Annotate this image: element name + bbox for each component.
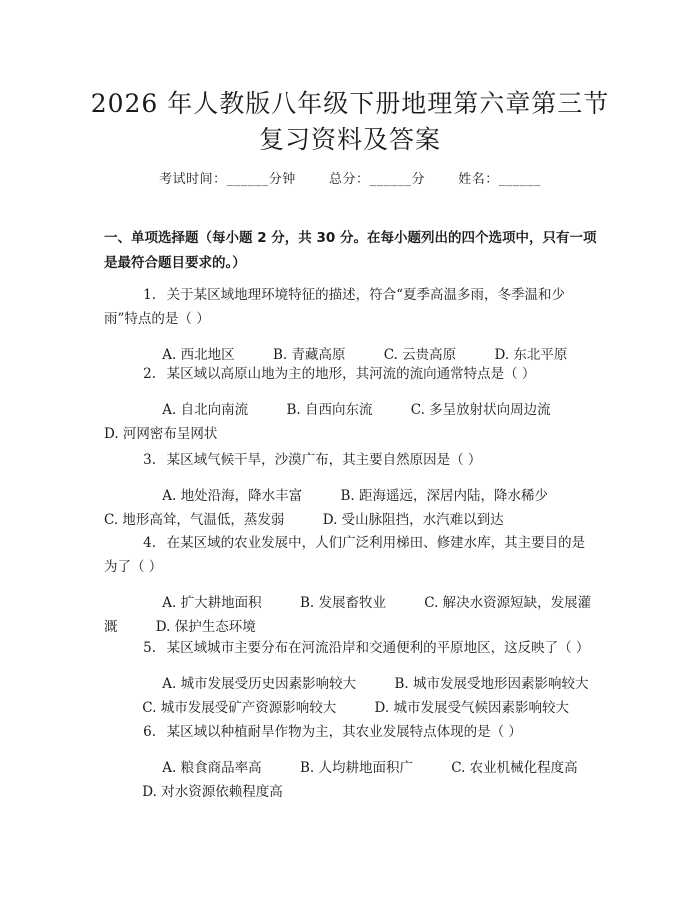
score-label: 总分： (328, 172, 370, 187)
question-5 (104, 636, 598, 720)
option-list (104, 756, 598, 804)
name-label: 姓名： (458, 172, 499, 187)
option-b: B. 自西向东流 (286, 402, 373, 418)
option-list (104, 591, 598, 639)
question-6 (104, 720, 598, 804)
question-stem: 某区域以种植耐旱作物为主，其农业发展特点体现的是（ ） (166, 724, 522, 740)
question-stem: 某区域以高原山地为主的地形，其河流的流向通常特点是（ ） (166, 366, 536, 382)
option-d: D. 东北平原 (494, 347, 568, 363)
option-a: A. 自北向南流 (162, 402, 249, 418)
section-heading: 一、单项选择题（每小题 2 分，共 30 分。在每小题列出的四个选项中，只有一项是最符合题目要求的。） (104, 230, 597, 271)
score-unit: 分 (411, 172, 426, 187)
option-c: C. 云贵高原 (383, 347, 457, 363)
question-number: 6. (143, 724, 156, 740)
exam-info (0, 168, 700, 187)
question-stem: 在某区域的农业发展中，人们广泛利用梯田、修建水库，其主要目的是为了（ ） (104, 535, 586, 575)
option-b: B. 距海遥远，深居内陆，降水稀少 (340, 488, 548, 504)
option-list (104, 672, 598, 720)
option-d: D. 对水资源依赖程度高 (142, 784, 283, 800)
score-blank: ______ (369, 172, 412, 187)
question-1 (104, 283, 598, 367)
option-b: B. 青藏高原 (272, 347, 346, 363)
option-b: B. 人均耕地面积广 (299, 760, 413, 776)
question-2 (104, 362, 598, 446)
option-c: C. 解决水资源短缺，发展灌溉 (104, 595, 592, 635)
option-c: C. 地形高耸，气温低，蒸发弱 (104, 512, 285, 528)
option-b: B. 发展畜牧业 (299, 595, 386, 611)
option-list (104, 398, 598, 446)
time-label: 考试时间： (159, 172, 227, 187)
option-a: A. 地处沿海，降水丰富 (162, 488, 303, 504)
option-a: A. 西北地区 (162, 347, 235, 363)
document-title-line-1: 2026 年人教版八年级下册地理第六章第三节 (90, 89, 610, 118)
question-stem: 关于某区域地理环境特征的描述，符合“夏季高温多雨，冬季温和少雨”特点的是（ ） (104, 287, 565, 327)
option-c: C. 农业机械化程度高 (451, 760, 578, 776)
option-d: D. 受山脉阻挡，水汽难以到达 (322, 512, 504, 528)
option-a: A. 城市发展受历史因素影响较大 (162, 676, 357, 692)
option-c: C. 多呈放射状向周边流 (410, 402, 551, 418)
option-d: D. 河网密布呈网状 (104, 426, 218, 442)
option-a: A. 扩大耕地面积 (162, 595, 262, 611)
time-blank: ______ (226, 172, 269, 187)
question-number: 2. (143, 366, 156, 382)
option-list (104, 484, 598, 532)
question-number: 4. (143, 535, 156, 551)
document-title-line-2: 复习资料及答案 (258, 125, 441, 154)
option-d: D. 城市发展受气候因素影响较大 (374, 700, 569, 716)
option-c: C. 城市发展受矿产资源影响较大 (142, 700, 337, 716)
question-stem: 某区域城市主要分布在河流沿岸和交通便利的平原地区，这反映了（ ） (166, 640, 590, 656)
question-4 (104, 531, 598, 639)
question-number: 1. (143, 287, 156, 303)
option-d: D. 保护生态环境 (155, 619, 256, 635)
question-stem: 某区域气候干旱，沙漠广布，其主要自然原因是（ ） (166, 452, 482, 468)
question-number: 3. (143, 452, 156, 468)
time-unit: 分钟 (268, 172, 296, 187)
question-3 (104, 448, 598, 532)
name-blank: ______ (498, 172, 541, 187)
question-number: 5. (143, 640, 156, 656)
option-b: B. 城市发展受地形因素影响较大 (394, 676, 589, 692)
option-a: A. 粮食商品率高 (162, 760, 262, 776)
